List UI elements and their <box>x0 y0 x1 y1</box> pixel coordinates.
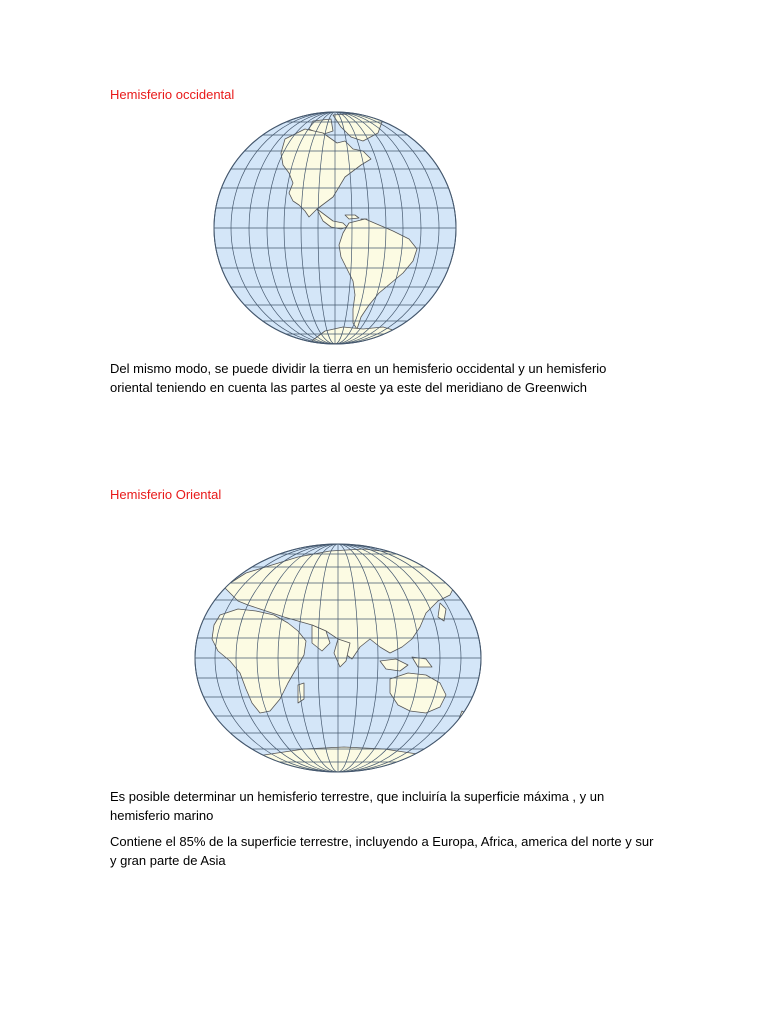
western-hemisphere-map-icon <box>213 111 457 345</box>
heading-eastern-hemisphere: Hemisferio Oriental <box>110 487 222 502</box>
paragraph-eastern2-line2: y gran parte de Asia <box>110 853 226 868</box>
paragraph-western-line2: oriental teniendo en cuenta las partes al oeste ya este del meridiano de Greenwich <box>110 380 587 395</box>
paragraph-eastern1-line1: Es posible determinar un hemisferio terrestre, que incluiría la superficie máxima , y un <box>110 789 605 804</box>
eastern-hemisphere-map-icon <box>194 543 482 773</box>
paragraph-eastern2-line1: Contiene el 85% de la superficie terrestre, incluyendo a Europa, Africa, america del norte y sur <box>110 834 654 849</box>
heading-western-hemisphere: Hemisferio occidental <box>110 87 235 102</box>
paragraph-eastern1-line2: hemisferio marino <box>110 808 214 823</box>
paragraph-western-line1: Del mismo modo, se puede dividir la tierra en un hemisferio occidental y un hemisferio <box>110 361 607 376</box>
